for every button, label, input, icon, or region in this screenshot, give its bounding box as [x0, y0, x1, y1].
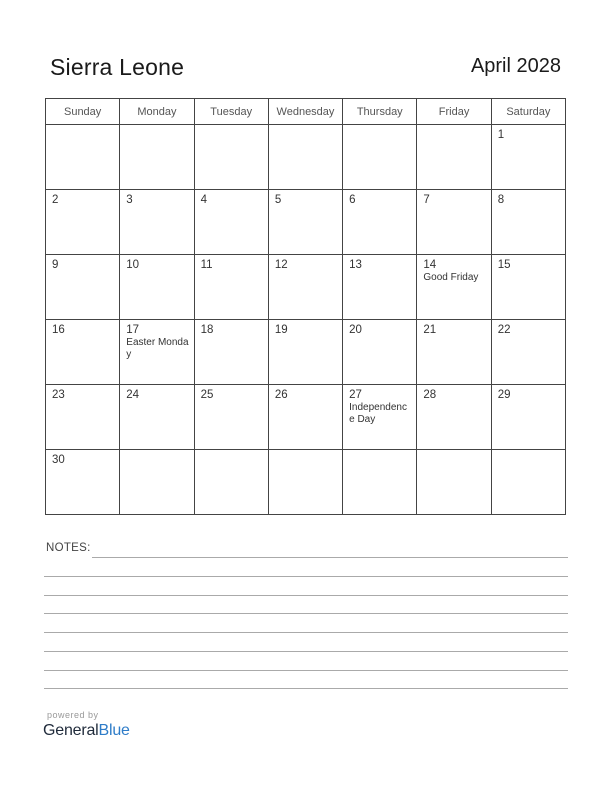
holiday-label: Easter Monday	[126, 337, 189, 360]
day-number: 6	[349, 194, 356, 206]
note-line	[44, 632, 568, 633]
country-title: Sierra Leone	[50, 54, 185, 80]
week-row	[46, 320, 566, 385]
day-number: 17	[126, 324, 140, 336]
week-row	[46, 255, 566, 320]
day-number: 23	[52, 389, 65, 401]
day-number: 15	[497, 259, 511, 271]
empty-day-cell	[268, 125, 342, 190]
day-cell	[194, 320, 268, 385]
day-number: 1	[497, 129, 505, 141]
day-cell	[491, 385, 565, 450]
empty-day-cell	[417, 450, 491, 515]
empty-day-cell	[343, 450, 417, 515]
weekday-thursday: Thursday	[343, 99, 417, 125]
day-number: 24	[126, 389, 140, 401]
weekday-wednesday: Wednesday	[268, 99, 342, 125]
day-cell	[343, 320, 417, 385]
month-year-title: April 2028	[470, 55, 561, 77]
day-number: 25	[200, 389, 214, 401]
day-cell	[194, 385, 268, 450]
day-number: 13	[349, 259, 362, 271]
day-number: 11	[200, 259, 213, 271]
day-number: 26	[274, 389, 288, 401]
day-cell	[417, 385, 491, 450]
empty-day-cell	[491, 450, 565, 515]
calendar-body	[46, 125, 566, 515]
day-cell	[194, 255, 268, 320]
note-line	[44, 688, 568, 689]
empty-day-cell	[194, 450, 268, 515]
day-number: 28	[423, 389, 437, 401]
empty-day-cell	[194, 125, 268, 190]
day-number: 3	[126, 194, 133, 206]
brand-general: General	[43, 722, 99, 739]
day-number: 7	[423, 194, 430, 206]
note-line	[44, 613, 568, 614]
day-number: 16	[52, 324, 65, 336]
day-cell	[417, 255, 491, 320]
day-cell	[268, 320, 342, 385]
week-row	[46, 125, 566, 190]
day-cell	[120, 385, 194, 450]
day-number: 21	[423, 324, 437, 336]
weekday-monday: Monday	[120, 99, 194, 125]
day-cell	[491, 255, 565, 320]
day-cell	[46, 190, 120, 255]
empty-day-cell	[120, 450, 194, 515]
note-line	[44, 651, 568, 652]
weekday-header-row	[46, 99, 566, 125]
calendar-grid	[45, 98, 566, 515]
week-row	[46, 450, 566, 515]
day-cell	[268, 255, 342, 320]
day-number: 22	[497, 324, 511, 336]
notes-label: NOTES:	[46, 542, 91, 554]
day-number: 29	[497, 389, 511, 401]
day-cell	[343, 190, 417, 255]
day-cell	[120, 190, 194, 255]
day-number: 2	[52, 194, 59, 206]
day-cell	[46, 385, 120, 450]
empty-day-cell	[120, 125, 194, 190]
day-number: 10	[126, 259, 140, 271]
day-number: 19	[274, 324, 288, 336]
note-line	[44, 576, 568, 577]
day-number: 30	[52, 454, 65, 466]
day-number: 14	[423, 259, 437, 271]
day-number: 18	[200, 324, 214, 336]
week-row	[46, 190, 566, 255]
note-line	[44, 670, 568, 671]
day-number: 12	[274, 259, 288, 271]
powered-by-text: powered by	[47, 710, 99, 720]
empty-day-cell	[268, 450, 342, 515]
day-cell	[491, 125, 565, 190]
weekday-saturday: Saturday	[491, 99, 565, 125]
holiday-label: Independence Day	[349, 402, 407, 425]
day-number: 8	[497, 194, 505, 206]
day-cell	[46, 320, 120, 385]
day-cell	[343, 255, 417, 320]
day-cell	[491, 320, 565, 385]
day-cell	[417, 190, 491, 255]
day-cell	[268, 385, 342, 450]
day-cell	[343, 385, 417, 450]
day-cell	[417, 320, 491, 385]
empty-day-cell	[417, 125, 491, 190]
day-number: 20	[349, 324, 362, 336]
day-cell	[268, 190, 342, 255]
day-cell	[120, 255, 194, 320]
weekday-tuesday: Tuesday	[194, 99, 268, 125]
note-line	[92, 557, 568, 558]
day-number: 27	[349, 389, 362, 401]
day-cell	[120, 320, 194, 385]
brand-blue: Blue	[98, 722, 130, 739]
week-row	[46, 385, 566, 450]
day-number: 9	[52, 259, 59, 271]
day-number: 5	[274, 194, 282, 206]
weekday-sunday: Sunday	[46, 99, 120, 125]
day-number: 4	[200, 194, 207, 206]
day-cell	[46, 450, 120, 515]
empty-day-cell	[343, 125, 417, 190]
day-cell	[491, 190, 565, 255]
note-line	[44, 595, 568, 596]
brand-logo[interactable]	[43, 722, 130, 740]
holiday-label: Good Friday	[423, 272, 479, 283]
day-cell	[46, 255, 120, 320]
empty-day-cell	[46, 125, 120, 190]
weekday-friday: Friday	[417, 99, 491, 125]
day-cell	[194, 190, 268, 255]
